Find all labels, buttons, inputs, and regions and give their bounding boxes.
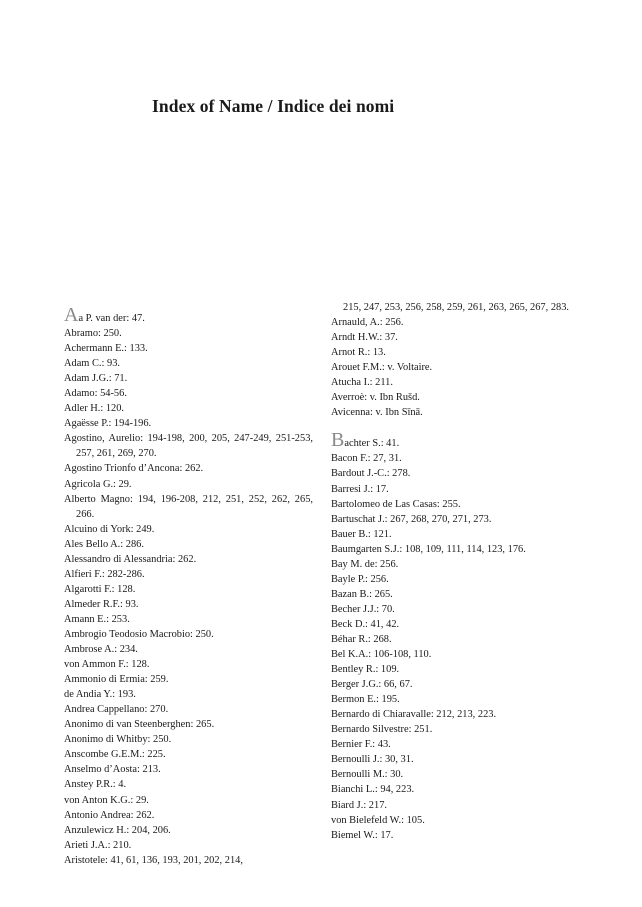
index-entry xyxy=(331,737,581,752)
index-entry xyxy=(331,466,581,481)
index-entry-text: Achermann E.: 133. xyxy=(64,343,148,355)
index-entry xyxy=(331,602,581,617)
index-entry xyxy=(331,572,581,587)
index-column-right xyxy=(331,300,581,843)
index-entry xyxy=(64,702,313,717)
index-entry-text: Adler H.: 120. xyxy=(64,403,125,415)
index-entry-text: Ales Bello A.: 286. xyxy=(64,538,144,550)
index-entry xyxy=(331,617,581,632)
index-entry xyxy=(331,405,581,420)
index-entry xyxy=(64,431,313,461)
index-entry xyxy=(64,808,313,823)
index-entry-text: Bernier F.: 43. xyxy=(331,739,391,751)
index-entry-text: Bay M. de: 256. xyxy=(331,558,399,570)
index-entry xyxy=(64,762,313,777)
index-entry-text: Anselmo d’Aosta: 213. xyxy=(64,764,161,776)
index-entry xyxy=(64,747,313,762)
section-letter: A xyxy=(64,304,79,326)
index-entry-text: de Andia Y.: 193. xyxy=(64,689,136,701)
index-entry xyxy=(331,647,581,662)
index-entry-text: Ammonio di Ermia: 259. xyxy=(64,674,169,686)
index-entry-text: Agricola G.: 29. xyxy=(64,478,132,490)
index-entry xyxy=(331,330,581,345)
index-entry xyxy=(64,642,313,657)
index-entry-text: Alessandro di Alessandria: 262. xyxy=(64,553,197,565)
index-entry-text: von Bielefeld W.: 105. xyxy=(331,814,425,826)
index-entry xyxy=(64,823,313,838)
index-entry-text: Bermon E.: 195. xyxy=(331,694,400,706)
index-entry xyxy=(64,386,313,401)
index-entry-text: Ambrose A.: 234. xyxy=(64,644,138,656)
index-entry xyxy=(331,707,581,722)
index-entry-text: Amann E.: 253. xyxy=(64,613,130,625)
index-entry xyxy=(331,767,581,782)
index-entry-text: Bernardo Silvestre: 251. xyxy=(331,724,433,736)
index-entry xyxy=(64,567,313,582)
index-entry-text: Anzulewicz H.: 204, 206. xyxy=(64,824,171,836)
index-entry xyxy=(331,527,581,542)
index-entry xyxy=(64,477,313,492)
index-entry-text: achter S.: 41. xyxy=(344,438,400,450)
index-entry-text: Abramo: 250. xyxy=(64,328,122,340)
index-entry xyxy=(331,482,581,497)
index-column-left xyxy=(64,304,313,868)
index-entry xyxy=(331,429,581,452)
index-entry-text: Biard J.: 217. xyxy=(331,799,387,811)
index-entry-text: Adam J.G.: 71. xyxy=(64,373,128,385)
index-entry-text: Adamo: 54-56. xyxy=(64,388,127,400)
index-entry-text: Bazan B.: 265. xyxy=(331,588,393,600)
index-entry xyxy=(331,390,581,405)
index-entry-text: Averroè: v. Ibn Rušd. xyxy=(331,392,420,404)
index-entry xyxy=(64,341,313,356)
index-entry-text: Beck D.: 41, 42. xyxy=(331,618,400,630)
index-entry-text: Alcuino di York: 249. xyxy=(64,523,155,535)
index-entry-text: Bianchi L.: 94, 223. xyxy=(331,784,415,796)
index-entry-text: Arndt H.W.: 37. xyxy=(331,332,398,344)
index-entry-text: Antonio Andrea: 262. xyxy=(64,809,155,821)
index-entry-text: Becher J.J.: 70. xyxy=(331,603,395,615)
index-entry xyxy=(64,582,313,597)
index-entry-text: Bernoulli M.: 30. xyxy=(331,769,404,781)
index-entry xyxy=(331,662,581,677)
index-entry-text: Bardout J.-C.: 278. xyxy=(331,468,411,480)
index-entry-text: Arieti J.A.: 210. xyxy=(64,839,132,851)
index-entry xyxy=(64,492,313,522)
index-entry xyxy=(331,315,581,330)
index-entry-text: Anstey P.R.: 4. xyxy=(64,779,127,791)
index-entry-text: von Ammon F.: 128. xyxy=(64,659,150,671)
index-entry xyxy=(64,371,313,386)
index-entry xyxy=(64,657,313,672)
index-entry-text: Berger J.G.: 66, 67. xyxy=(331,679,413,691)
index-entry-text: Bentley R.: 109. xyxy=(331,664,400,676)
index-entry xyxy=(331,542,581,557)
index-entry xyxy=(331,512,581,527)
index-entry-text: Bernardo di Chiaravalle: 212, 213, 223. xyxy=(331,709,497,721)
index-entry-text: Barresi J.: 17. xyxy=(331,483,389,495)
index-entry xyxy=(64,537,313,552)
index-entry xyxy=(64,853,313,868)
index-entry xyxy=(64,687,313,702)
index-entry-text: Bauer B.: 121. xyxy=(331,528,392,540)
section-letter: B xyxy=(331,429,345,452)
index-entry-text: Andrea Cappellano: 270. xyxy=(64,704,169,716)
index-entry xyxy=(331,451,581,466)
section-gap xyxy=(331,420,581,433)
index-entry xyxy=(64,838,313,853)
index-entry xyxy=(331,557,581,572)
index-entry xyxy=(331,722,581,737)
index-entry-text: Alberto Magno: 194, 196-208, 212, 251, 252, 262, 265, 266. xyxy=(64,493,313,520)
page-title: Index of Name / Indice dei nomi xyxy=(152,96,395,116)
index-entry-text: Agaësse P.: 194-196. xyxy=(64,418,152,430)
index-entry-text: Arnauld, A.: 256. xyxy=(331,317,404,329)
index-entry xyxy=(331,692,581,707)
index-entry-text: Agostino Trionfo d’Ancona: 262. xyxy=(64,463,204,475)
index-entry xyxy=(64,732,313,747)
index-entry xyxy=(64,777,313,792)
index-entry-continuation xyxy=(331,300,581,315)
index-entry-text: Biemel W.: 17. xyxy=(331,829,394,841)
index-entry-text: Bartuschat J.: 267, 268, 270, 271, 273. xyxy=(331,513,492,525)
index-entry-text: Aristotele: 41, 61, 136, 193, 201, 202, 214, xyxy=(64,854,243,866)
index-entry-text: Atucha I.: 211. xyxy=(331,377,393,389)
index-entry-text: Agostino, Aurelio: 194-198, 200, 205, 247-249, 251-253, 257, 261, 269, 270. xyxy=(64,433,313,460)
index-entry xyxy=(64,461,313,476)
index-entry-text: Bacon F.: 27, 31. xyxy=(331,453,402,465)
index-entry xyxy=(64,416,313,431)
index-entry-text: Ambrogio Teodosio Macrobio: 250. xyxy=(64,628,214,640)
index-entry xyxy=(331,375,581,390)
index-entry xyxy=(331,677,581,692)
index-entry-text: Alfieri F.: 282-286. xyxy=(64,568,145,580)
index-entry-text: Arouet F.M.: v. Voltaire. xyxy=(331,362,433,374)
index-entry xyxy=(331,497,581,512)
index-entry xyxy=(331,587,581,602)
index-entry xyxy=(64,793,313,808)
index-entry-text: von Anton K.G.: 29. xyxy=(64,794,149,806)
index-entry xyxy=(64,717,313,732)
index-entry-text: Bernoulli J.: 30, 31. xyxy=(331,754,414,766)
index-entry-text: Baumgarten S.J.: 108, 109, 111, 114, 123, 176. xyxy=(331,543,526,555)
index-entry-text: Almeder R.F.: 93. xyxy=(64,598,139,610)
index-entry-text: Algarotti F.: 128. xyxy=(64,583,136,595)
index-entry-text: Anscombe G.E.M.: 225. xyxy=(64,749,166,761)
index-entry xyxy=(64,672,313,687)
index-entry-text: a P. van der: 47. xyxy=(78,313,145,324)
index-entry xyxy=(331,813,581,828)
index-entry xyxy=(64,552,313,567)
index-entry xyxy=(64,597,313,612)
index-entry-text: Béhar R.: 268. xyxy=(331,633,392,645)
index-entry xyxy=(331,798,581,813)
index-entry xyxy=(64,326,313,341)
index-entry xyxy=(331,632,581,647)
index-entry-text: 215, 247, 253, 256, 258, 259, 261, 263, 265, 267, 283. xyxy=(343,302,569,313)
index-entry-text: Adam C.: 93. xyxy=(64,358,120,370)
index-entry xyxy=(331,828,581,843)
index-entry xyxy=(64,356,313,371)
index-entry xyxy=(331,360,581,375)
index-entry-text: Anonimo di van Steenberghen: 265. xyxy=(64,719,215,731)
index-entry xyxy=(331,345,581,360)
index-entry xyxy=(64,304,313,326)
index-entry xyxy=(331,752,581,767)
index-entry-text: Avicenna: v. Ibn Sīnā. xyxy=(331,407,423,419)
index-entry xyxy=(331,782,581,797)
index-entry-text: Bartolomeo de Las Casas: 255. xyxy=(331,498,461,510)
index-entry-text: Bel K.A.: 106-108, 110. xyxy=(331,649,432,661)
index-entry xyxy=(64,612,313,627)
index-entry xyxy=(64,522,313,537)
index-entry xyxy=(64,401,313,416)
index-entry xyxy=(64,627,313,642)
index-entry-text: Arnot R.: 13. xyxy=(331,347,386,359)
index-entry-text: Bayle P.: 256. xyxy=(331,573,389,585)
index-entry-text: Anonimo di Whitby: 250. xyxy=(64,734,172,746)
